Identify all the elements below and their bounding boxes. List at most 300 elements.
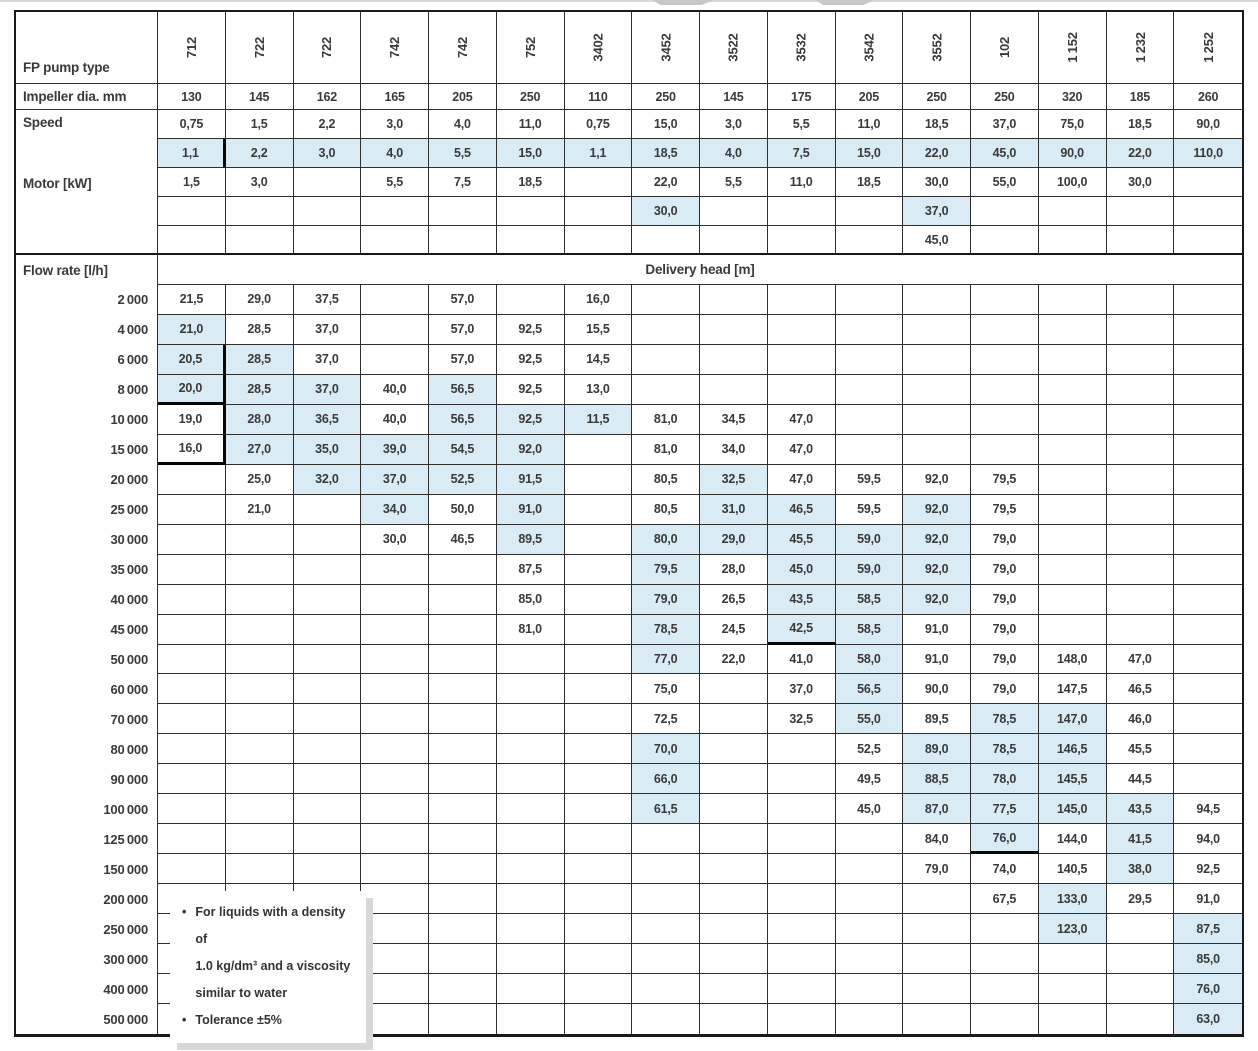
flow-value-label: 125 000 (16, 824, 158, 854)
note-text-line: 1.0 kg/dm³ and a viscosity (195, 958, 351, 973)
delivery-head-cell (226, 555, 294, 585)
delivery-head-cell: 76,0 (971, 824, 1039, 854)
delivery-head-cell (768, 884, 836, 914)
delivery-head-cell (361, 555, 429, 585)
delivery-head-cell (1039, 585, 1107, 615)
delivery-head-cell: 147,0 (1039, 704, 1107, 734)
flow-value-label: 8 000 (16, 375, 158, 405)
delivery-head-cell: 56,5 (836, 674, 904, 704)
impeller-value-cell: 145 (226, 84, 294, 110)
motor-kw-cell: 3,0 (226, 168, 294, 197)
delivery-head-cell (158, 495, 226, 525)
delivery-head-cell: 90,0 (903, 674, 971, 704)
bullet-icon: • (182, 1012, 187, 1027)
flow-value-label: 15 000 (16, 435, 158, 465)
delivery-head-cell (1039, 555, 1107, 585)
delivery-head-cell (429, 974, 497, 1004)
flow-value-label: 25 000 (16, 495, 158, 525)
delivery-head-cell (1107, 315, 1175, 345)
delivery-head-cell: 28,5 (226, 345, 294, 375)
motor-kw-cell: 15,0 (497, 139, 565, 168)
pump-type-header-cell (700, 12, 768, 84)
delivery-head-cell (1039, 495, 1107, 525)
delivery-head-cell: 46,5 (768, 495, 836, 525)
motor-kw-cell: 11,0 (836, 110, 904, 139)
delivery-head-cell (361, 764, 429, 794)
delivery-head-cell (632, 345, 700, 375)
delivery-head-cell (1107, 405, 1175, 435)
delivery-head-cell: 57,0 (429, 315, 497, 345)
bullet-icon: • (182, 905, 187, 919)
pump-type-header-text: 722 (319, 36, 335, 59)
motor-kw-cell: 100,0 (1039, 168, 1107, 197)
delivery-head-cell (361, 345, 429, 375)
delivery-head-cell: 76,0 (1174, 974, 1242, 1004)
delivery-head-cell (903, 435, 971, 465)
delivery-head-cell: 34,0 (700, 435, 768, 465)
delivery-head-cell (971, 315, 1039, 345)
delivery-head-cell: 91,0 (1174, 884, 1242, 914)
delivery-head-cell (565, 585, 633, 615)
pump-type-header-cell (1107, 12, 1175, 84)
impeller-value-cell: 145 (700, 84, 768, 110)
delivery-head-cell: 46,5 (1107, 674, 1175, 704)
motor-kw-cell (768, 226, 836, 255)
delivery-head-cell (497, 764, 565, 794)
motor-kw-cell: 1,5 (158, 168, 226, 197)
delivery-head-cell (632, 375, 700, 405)
delivery-head-cell: 92,0 (903, 465, 971, 495)
motor-kw-cell (294, 168, 362, 197)
motor-kw-cell: 75,0 (1039, 110, 1107, 139)
delivery-head-cell: 78,5 (971, 734, 1039, 764)
pump-type-header-text: 722 (251, 36, 267, 59)
delivery-head-cell (361, 645, 429, 675)
delivery-head-cell (361, 585, 429, 615)
delivery-head-cell: 79,0 (971, 674, 1039, 704)
motor-kw-cell: 5,5 (361, 168, 429, 197)
delivery-head-cell (565, 465, 633, 495)
delivery-head-cell (1174, 674, 1242, 704)
impeller-value-cell: 185 (1107, 84, 1175, 110)
delivery-head-cell (497, 944, 565, 974)
delivery-head-cell (158, 465, 226, 495)
delivery-head-cell (294, 734, 362, 764)
delivery-head-cell: 28,0 (700, 555, 768, 585)
delivery-head-cell (226, 734, 294, 764)
delivery-head-cell (1107, 525, 1175, 555)
delivery-head-cell: 79,0 (632, 585, 700, 615)
impeller-value-cell: 175 (768, 84, 836, 110)
delivery-head-cell (1174, 555, 1242, 585)
motor-kw-cell: 22,0 (1107, 139, 1175, 168)
motor-kw-cell: 5,5 (429, 139, 497, 168)
delivery-head-cell (1039, 435, 1107, 465)
delivery-head-cell: 147,5 (1039, 674, 1107, 704)
delivery-head-cell: 59,5 (836, 495, 904, 525)
motor-kw-cell (971, 226, 1039, 255)
delivery-head-cell (1039, 405, 1107, 435)
delivery-head-cell (971, 944, 1039, 974)
delivery-head-cell (836, 345, 904, 375)
pump-type-header-cell (768, 12, 836, 84)
delivery-head-cell: 41,5 (1107, 824, 1175, 854)
motor-kw-cell (294, 197, 362, 226)
delivery-head-cell: 24,5 (700, 615, 768, 645)
delivery-head-cell: 85,0 (1174, 944, 1242, 974)
delivery-head-cell (361, 615, 429, 645)
delivery-head-cell (429, 645, 497, 675)
impeller-value-cell: 110 (565, 84, 633, 110)
delivery-head-cell (1174, 615, 1242, 645)
delivery-head-cell (497, 674, 565, 704)
motor-kw-cell: 11,0 (497, 110, 565, 139)
motor-kw-cell: 90,0 (1039, 139, 1107, 168)
delivery-head-cell: 52,5 (836, 734, 904, 764)
delivery-head-cell (1107, 585, 1175, 615)
delivery-head-cell: 123,0 (1039, 914, 1107, 944)
delivery-head-cell: 58,0 (836, 645, 904, 675)
delivery-head-cell (971, 405, 1039, 435)
delivery-head-cell (361, 674, 429, 704)
motor-kw-cell: 3,0 (700, 110, 768, 139)
delivery-head-cell: 43,5 (1107, 794, 1175, 824)
delivery-head-cell: 49,5 (836, 764, 904, 794)
flow-value-label: 400 000 (16, 974, 158, 1004)
delivery-head-cell (768, 794, 836, 824)
pump-selection-table (14, 10, 1244, 1037)
delivery-head-cell: 46,5 (429, 525, 497, 555)
motor-kw-cell: 30,0 (1107, 168, 1175, 197)
delivery-head-cell (294, 674, 362, 704)
motor-kw-cell: 37,0 (903, 197, 971, 226)
pump-type-header-text: 102 (996, 36, 1012, 59)
delivery-head-cell: 43,5 (768, 585, 836, 615)
delivery-head-cell (1039, 465, 1107, 495)
note-text (195, 899, 360, 1007)
delivery-head-cell (226, 794, 294, 824)
delivery-head-cell: 37,5 (294, 285, 362, 315)
delivery-head-cell: 92,0 (497, 435, 565, 465)
delivery-head-cell (361, 704, 429, 734)
note-text-line: similar to water (195, 985, 288, 1000)
delivery-head-cell (361, 1004, 429, 1034)
delivery-head-cell: 81,0 (497, 615, 565, 645)
delivery-head-cell: 22,0 (700, 645, 768, 675)
delivery-head-cell (700, 674, 768, 704)
delivery-head-cell: 37,0 (294, 345, 362, 375)
delivery-head-cell: 79,5 (632, 555, 700, 585)
delivery-head-cell (836, 435, 904, 465)
delivery-head-cell (971, 285, 1039, 315)
flow-value-label: 70 000 (16, 704, 158, 734)
note-text (195, 1007, 282, 1034)
delivery-head-cell: 27,0 (226, 435, 294, 465)
flow-value-label: 500 000 (16, 1004, 158, 1034)
delivery-head-cell: 34,0 (361, 495, 429, 525)
delivery-head-cell (565, 704, 633, 734)
pump-type-header-cell (361, 12, 429, 84)
motor-kw-cell: 45,0 (903, 226, 971, 255)
note-text-line: Tolerance ±5% (195, 1012, 282, 1027)
delivery-head-cell (429, 854, 497, 884)
delivery-head-cell (971, 345, 1039, 375)
delivery-head-cell: 78,0 (971, 764, 1039, 794)
delivery-head-cell (565, 645, 633, 675)
delivery-head-cell (1039, 615, 1107, 645)
delivery-head-cell: 42,5 (768, 615, 836, 645)
flow-value-label: 300 000 (16, 944, 158, 974)
motor-kw-cell (429, 197, 497, 226)
delivery-head-cell: 91,5 (497, 465, 565, 495)
motor-kw-cell (158, 226, 226, 255)
motor-kw-cell: 15,0 (836, 139, 904, 168)
delivery-head-cell: 91,0 (903, 645, 971, 675)
delivery-head-cell: 77,5 (971, 794, 1039, 824)
delivery-head-cell: 79,5 (971, 495, 1039, 525)
delivery-head-cell: 70,0 (632, 734, 700, 764)
delivery-head-cell: 47,0 (768, 465, 836, 495)
delivery-head-cell (226, 645, 294, 675)
delivery-head-cell (565, 854, 633, 884)
delivery-head-cell (497, 794, 565, 824)
delivery-head-cell: 20,5 (158, 345, 226, 375)
motor-kw-cell: 5,5 (700, 168, 768, 197)
motor-kw-cell: 30,0 (632, 197, 700, 226)
pump-type-header-cell (632, 12, 700, 84)
delivery-head-cell (971, 375, 1039, 405)
delivery-head-cell: 146,5 (1039, 734, 1107, 764)
delivery-head-cell (361, 734, 429, 764)
flow-rate-label: Flow rate [l/h] (16, 255, 158, 285)
delivery-head-cell: 92,0 (903, 585, 971, 615)
delivery-head-cell: 45,0 (836, 794, 904, 824)
delivery-head-cell (565, 824, 633, 854)
delivery-head-cell (158, 615, 226, 645)
pump-type-header-text: 3542 (861, 33, 877, 62)
delivery-head-cell: 74,0 (971, 854, 1039, 884)
delivery-head-cell: 47,0 (1107, 645, 1175, 675)
delivery-head-cell (361, 285, 429, 315)
delivery-head-cell: 59,0 (836, 555, 904, 585)
pump-type-header-text: 752 (522, 36, 538, 59)
delivery-head-cell (294, 495, 362, 525)
motor-kw-cell: 22,0 (632, 168, 700, 197)
delivery-head-cell: 41,0 (768, 645, 836, 675)
motor-kw-cell: 3,0 (361, 110, 429, 139)
delivery-head-cell (700, 1004, 768, 1034)
delivery-head-cell (700, 315, 768, 345)
delivery-head-cell: 45,0 (768, 555, 836, 585)
flow-value-label: 6 000 (16, 345, 158, 375)
impeller-value-cell: 205 (836, 84, 904, 110)
delivery-head-cell (1039, 285, 1107, 315)
impeller-value-cell: 250 (971, 84, 1039, 110)
delivery-head-cell: 28,5 (226, 375, 294, 405)
delivery-head-cell (429, 914, 497, 944)
delivery-head-cell (768, 974, 836, 1004)
delivery-head-cell: 32,5 (700, 465, 768, 495)
delivery-head-cell (294, 555, 362, 585)
delivery-head-cell (632, 974, 700, 1004)
impeller-label: Impeller dia. mm (16, 84, 158, 110)
note-text-line: For liquids with a density of (195, 905, 346, 946)
delivery-head-cell (158, 794, 226, 824)
delivery-head-cell (294, 645, 362, 675)
delivery-head-cell (565, 734, 633, 764)
flow-value-label: 35 000 (16, 555, 158, 585)
delivery-head-cell (836, 315, 904, 345)
delivery-head-cell: 92,0 (903, 495, 971, 525)
delivery-head-cell (429, 585, 497, 615)
pump-type-header-text: 3522 (725, 33, 741, 62)
pump-type-header-cell (158, 12, 226, 84)
motor-kw-cell (361, 197, 429, 226)
delivery-head-cell (429, 704, 497, 734)
delivery-head-cell: 80,5 (632, 465, 700, 495)
delivery-head-cell (361, 315, 429, 345)
pump-type-header-text: 712 (183, 36, 199, 59)
flow-value-label: 50 000 (16, 645, 158, 675)
delivery-head-cell (700, 944, 768, 974)
delivery-head-cell (158, 854, 226, 884)
delivery-head-cell: 92,5 (1174, 854, 1242, 884)
delivery-head-cell: 72,5 (632, 704, 700, 734)
delivery-head-cell (1107, 495, 1175, 525)
delivery-head-cell: 58,5 (836, 615, 904, 645)
motor-kw-cell: 4,0 (429, 110, 497, 139)
delivery-head-cell: 21,0 (158, 315, 226, 345)
delivery-head-cell (565, 764, 633, 794)
impeller-value-cell: 205 (429, 84, 497, 110)
motor-kw-cell: 4,0 (361, 139, 429, 168)
flow-value-label: 60 000 (16, 674, 158, 704)
motor-kw-cell (768, 197, 836, 226)
delivery-head-cell (768, 854, 836, 884)
delivery-head-cell (158, 555, 226, 585)
delivery-head-cell (971, 974, 1039, 1004)
delivery-head-cell (294, 824, 362, 854)
delivery-head-cell: 55,0 (836, 704, 904, 734)
motor-kw-cell: 55,0 (971, 168, 1039, 197)
delivery-head-cell: 78,5 (632, 615, 700, 645)
delivery-head-cell (700, 974, 768, 1004)
delivery-head-cell (429, 674, 497, 704)
delivery-head-cell (836, 285, 904, 315)
delivery-head-cell (497, 1004, 565, 1034)
motor-kw-cell (226, 197, 294, 226)
motor-kw-cell: 7,5 (768, 139, 836, 168)
delivery-head-cell (700, 824, 768, 854)
pump-type-header-cell (226, 12, 294, 84)
delivery-head-cell (361, 854, 429, 884)
motor-kw-cell: 18,5 (836, 168, 904, 197)
pump-type-header-text: 1 252 (1200, 32, 1216, 63)
delivery-head-cell: 16,0 (158, 435, 226, 465)
delivery-head-cell (361, 794, 429, 824)
delivery-head-cell (903, 315, 971, 345)
delivery-head-cell: 84,0 (903, 824, 971, 854)
delivery-head-cell (1174, 465, 1242, 495)
delivery-head-cell (429, 555, 497, 585)
delivery-head-cell (565, 525, 633, 555)
delivery-head-cell (1174, 495, 1242, 525)
impeller-value-cell: 165 (361, 84, 429, 110)
delivery-head-cell (429, 615, 497, 645)
delivery-head-cell: 45,5 (768, 525, 836, 555)
pump-type-header-cell (971, 12, 1039, 84)
motor-kw-cell (565, 197, 633, 226)
delivery-head-cell (429, 734, 497, 764)
delivery-head-cell: 91,0 (497, 495, 565, 525)
delivery-head-cell (632, 285, 700, 315)
delivery-head-cell (565, 555, 633, 585)
delivery-head-cell: 39,0 (361, 435, 429, 465)
flow-value-label: 200 000 (16, 884, 158, 914)
delivery-head-cell: 56,5 (429, 405, 497, 435)
delivery-head-cell (768, 1004, 836, 1034)
flow-value-label: 250 000 (16, 914, 158, 944)
motor-kw-cell: 11,0 (768, 168, 836, 197)
motor-kw-cell (1039, 197, 1107, 226)
delivery-head-cell (836, 1004, 904, 1034)
delivery-head-cell (158, 645, 226, 675)
delivery-head-cell: 67,5 (971, 884, 1039, 914)
delivery-head-cell (903, 1004, 971, 1034)
delivery-head-cell: 28,5 (226, 315, 294, 345)
delivery-head-cell (429, 794, 497, 824)
delivery-head-cell: 46,0 (1107, 704, 1175, 734)
delivery-head-cell (700, 345, 768, 375)
flow-value-label: 4 000 (16, 315, 158, 345)
motor-kw-cell (565, 168, 633, 197)
delivery-head-cell: 57,0 (429, 285, 497, 315)
delivery-head-cell: 34,5 (700, 405, 768, 435)
pump-type-header-text: 1 232 (1132, 32, 1148, 63)
delivery-head-cell: 54,5 (429, 435, 497, 465)
delivery-head-cell (497, 854, 565, 884)
delivery-head-cell (1174, 645, 1242, 675)
motor-kw-cell: 22,0 (903, 139, 971, 168)
delivery-head-cell: 75,0 (632, 674, 700, 704)
delivery-head-cell: 31,0 (700, 495, 768, 525)
delivery-head-cell (294, 585, 362, 615)
delivery-head-cell: 13,0 (565, 375, 633, 405)
delivery-head-cell: 58,5 (836, 585, 904, 615)
delivery-head-cell: 92,5 (497, 405, 565, 435)
pump-type-header-cell (1039, 12, 1107, 84)
delivery-head-cell (700, 375, 768, 405)
delivery-head-cell (700, 884, 768, 914)
delivery-head-cell (158, 734, 226, 764)
impeller-value-cell: 250 (903, 84, 971, 110)
delivery-head-cell: 47,0 (768, 405, 836, 435)
delivery-head-cell: 37,0 (361, 465, 429, 495)
delivery-head-cell: 140,5 (1039, 854, 1107, 884)
motor-kw-cell (497, 197, 565, 226)
delivery-head-cell: 92,5 (497, 375, 565, 405)
delivery-head-cell: 11,5 (565, 405, 633, 435)
delivery-head-cell: 25,0 (226, 465, 294, 495)
delivery-head-cell (226, 615, 294, 645)
delivery-head-cell (836, 944, 904, 974)
delivery-head-cell (768, 914, 836, 944)
delivery-head-cell (700, 734, 768, 764)
flow-value-label: 80 000 (16, 734, 158, 764)
delivery-head-cell (1107, 555, 1175, 585)
delivery-head-cell (361, 914, 429, 944)
delivery-head-cell: 59,0 (836, 525, 904, 555)
